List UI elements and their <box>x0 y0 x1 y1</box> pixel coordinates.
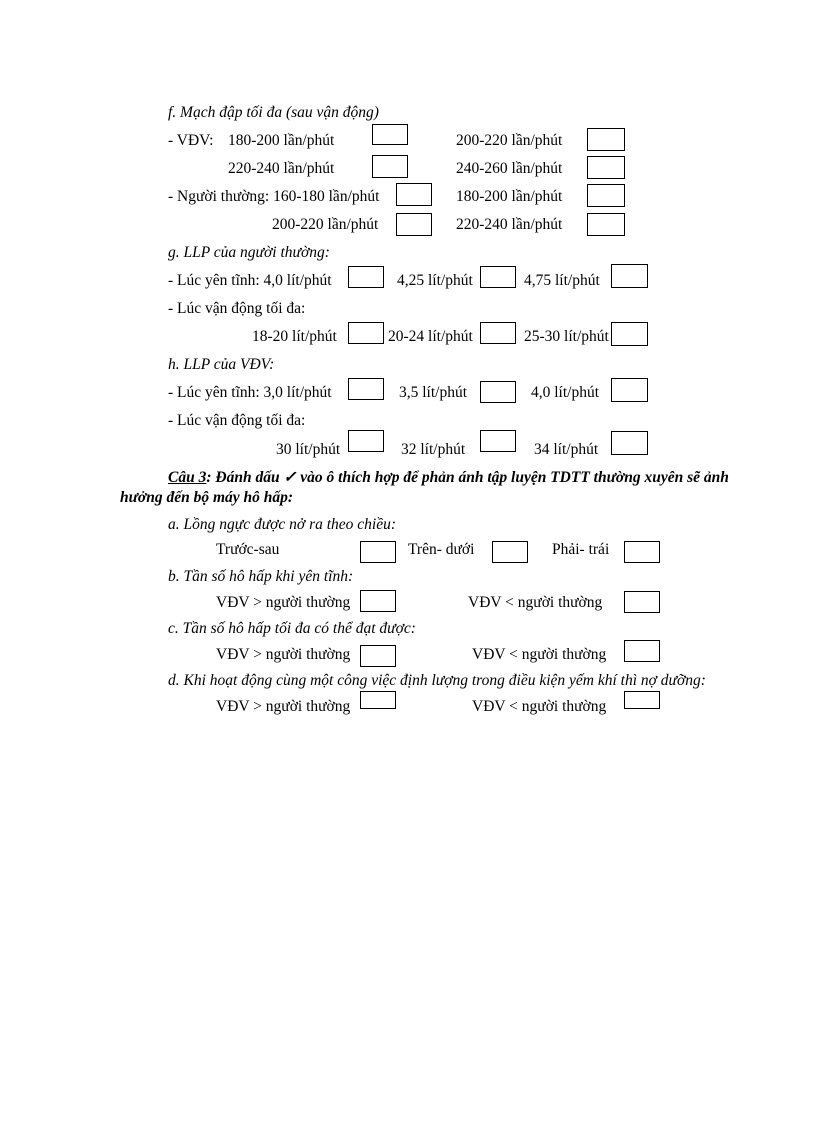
q3d-gt-label: VĐV > người thường <box>216 698 351 715</box>
q3d-lt-label: VĐV < người thường <box>472 698 607 715</box>
g-max-opt3-label: 25-30 lít/phút <box>524 328 609 345</box>
f-vdv-180-200-checkbox[interactable] <box>372 124 408 145</box>
q3d-gt-checkbox[interactable] <box>360 691 396 709</box>
h-max-32-checkbox[interactable] <box>480 430 516 452</box>
question-3a-title: a. Lồng ngực được nở ra theo chiều: <box>168 516 397 533</box>
g-max-opt1-label: 18-20 lít/phút <box>252 328 337 345</box>
question-3b-title: b. Tần số hô hấp khi yên tĩnh: <box>168 568 354 585</box>
g-rest-4-75-checkbox[interactable] <box>611 264 648 288</box>
section-f-title: f. Mạch đập tối đa (sau vận động) <box>168 104 379 121</box>
q3d-lt-checkbox[interactable] <box>624 691 660 709</box>
g-max-label: - Lúc vận động tối đa: <box>168 300 306 317</box>
q3c-lt-checkbox[interactable] <box>624 640 660 662</box>
g-rest-4-0-checkbox[interactable] <box>348 266 384 288</box>
f-nt-220-240-label: 220-240 lần/phút <box>456 216 563 233</box>
question-3-text: : Đánh dấu ✓ vào ô thích hợp để phản ánh tập luyện TDTT thường xuyên sẽ ảnh <box>206 469 729 486</box>
h-rest-4-0-checkbox[interactable] <box>611 378 648 402</box>
question-3d-title: d. Khi hoạt động cùng một công việc định lượng trong điều kiện yếm khí thì nợ dưỡng: <box>168 672 706 689</box>
g-max-25-30-checkbox[interactable] <box>611 322 648 346</box>
f-opt-220-240-label: 220-240 lần/phút <box>228 160 335 177</box>
g-max-opt2-label: 20-24 lít/phút <box>388 328 473 345</box>
question-3-label: Câu 3 <box>168 469 207 486</box>
q3c-lt-label: VĐV < người thường <box>472 646 607 663</box>
f-nt-180-200-checkbox[interactable] <box>587 184 625 207</box>
f-nt-200-220-label: 200-220 lần/phút <box>272 216 379 233</box>
f-opt-180-200-label: 180-200 lần/phút <box>228 132 335 149</box>
g-max-18-20-checkbox[interactable] <box>348 322 384 344</box>
q3b-gt-checkbox[interactable] <box>360 590 396 612</box>
h-rest-opt3-label: 4,0 lít/phút <box>531 384 600 401</box>
g-rest-opt3-label: 4,75 lít/phút <box>524 272 600 289</box>
f-nt-160-180-label: - Người thường: 160-180 lần/phút <box>168 188 380 205</box>
g-rest-4-25-checkbox[interactable] <box>480 266 516 288</box>
h-max-30-checkbox[interactable] <box>348 430 384 452</box>
section-h-title: h. LLP của VĐV: <box>168 356 275 373</box>
q3c-gt-label: VĐV > người thường <box>216 646 351 663</box>
h-rest-3-5-checkbox[interactable] <box>480 381 516 403</box>
question-3c-title: c. Tần số hô hấp tối đa có thể đạt được: <box>168 620 416 637</box>
f-nt-180-200-label: 180-200 lần/phút <box>456 188 563 205</box>
q3c-gt-checkbox[interactable] <box>360 645 396 667</box>
q3b-lt-label: VĐV < người thường <box>468 594 603 611</box>
section-g-title: g. LLP của người thường: <box>168 244 330 261</box>
h-max-label: - Lúc vận động tối đa: <box>168 412 306 429</box>
h-max-opt1-label: 30 lít/phút <box>276 441 341 458</box>
h-max-34-checkbox[interactable] <box>611 431 648 455</box>
f-nt-200-220-checkbox[interactable] <box>396 213 432 236</box>
f-vdv-220-240-checkbox[interactable] <box>372 155 408 178</box>
f-opt-240-260-label: 240-260 lần/phút <box>456 160 563 177</box>
q3a-opt3-label: Phải- trái <box>552 541 610 558</box>
h-rest-opt1-label: - Lúc yên tĩnh: 3,0 lít/phút <box>168 384 332 401</box>
q3b-gt-label: VĐV > người thường <box>216 594 351 611</box>
q3b-lt-checkbox[interactable] <box>624 591 660 613</box>
q3a-tren-duoi-checkbox[interactable] <box>492 541 528 563</box>
question-3-heading <box>168 469 729 487</box>
h-max-opt3-label: 34 lít/phút <box>534 441 599 458</box>
g-rest-opt1-label: - Lúc yên tĩnh: 4,0 lít/phút <box>168 272 332 289</box>
f-vdv-200-220-checkbox[interactable] <box>587 128 625 151</box>
q3a-opt2-label: Trên- dưới <box>408 541 475 558</box>
h-rest-opt2-label: 3,5 lít/phút <box>399 384 468 401</box>
h-max-opt2-label: 32 lít/phút <box>401 441 466 458</box>
question-3-text-continued: hưởng đến bộ máy hô hấp: <box>120 489 294 506</box>
f-opt-200-220-label: 200-220 lần/phút <box>456 132 563 149</box>
g-rest-opt2-label: 4,25 lít/phút <box>397 272 473 289</box>
q3a-phai-trai-checkbox[interactable] <box>624 541 660 563</box>
g-max-20-24-checkbox[interactable] <box>480 322 516 344</box>
f-vdv-240-260-checkbox[interactable] <box>587 156 625 179</box>
q3a-opt1-label: Trước-sau <box>216 541 280 558</box>
f-vdv-prefix: - VĐV: <box>168 132 214 149</box>
q3a-truoc-sau-checkbox[interactable] <box>360 541 396 563</box>
f-nt-160-180-checkbox[interactable] <box>396 183 432 206</box>
h-rest-3-0-checkbox[interactable] <box>348 378 384 400</box>
f-nt-220-240-checkbox[interactable] <box>587 213 625 236</box>
